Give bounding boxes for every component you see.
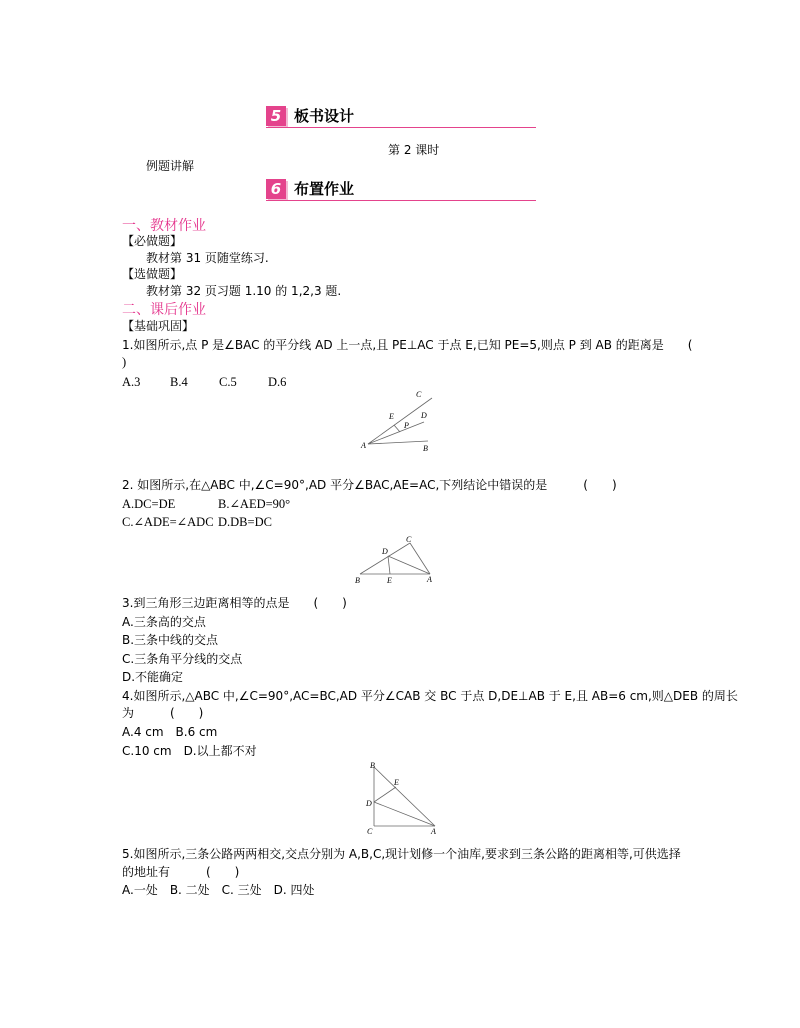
segment-de xyxy=(388,556,390,574)
question-5-text: 5.如图所示,三条公路两两相交,交点分别为 A,B,C,现计划修一个油库,要求到三条公路的距离相等,可供选择 xyxy=(122,847,681,861)
ray-ab xyxy=(368,441,428,444)
label-e: E xyxy=(389,412,394,421)
lesson-label: 第 2 课时 xyxy=(388,143,440,157)
optional-label: 【选做题】 xyxy=(122,267,183,281)
optional-text: 教材第 32 页习题 1.10 的 1,2,3 题. xyxy=(146,284,342,298)
section-title: 布置作业 xyxy=(294,180,355,198)
label-p: P xyxy=(404,421,409,430)
label-c: C xyxy=(406,535,412,544)
section-5-header xyxy=(266,106,536,128)
q3-option-b: B.三条中线的交点 xyxy=(122,633,219,647)
q2-option-d: D.DB=DC xyxy=(218,515,272,529)
ray-ad xyxy=(368,422,424,444)
q3-option-d: D.不能确定 xyxy=(122,670,184,684)
label-e: E xyxy=(387,576,392,585)
q4-options-ab: A.4 cm B.6 cm xyxy=(122,725,218,739)
q3-option-a: A.三条高的交点 xyxy=(122,615,206,629)
required-label: 【必做题】 xyxy=(122,234,183,248)
label-e: E xyxy=(394,778,399,787)
label-c: C xyxy=(367,827,373,836)
section-6-header xyxy=(266,179,536,201)
label-b: B xyxy=(355,576,360,585)
ray-ac xyxy=(368,398,432,444)
segment-pe xyxy=(394,425,400,432)
label-d: D xyxy=(421,411,427,420)
question-4-text-cont: 为 ( ) xyxy=(122,706,204,720)
q2-option-c: C.∠ADE=∠ADC xyxy=(122,515,214,529)
q4-figure xyxy=(360,760,446,841)
segment-ba xyxy=(374,767,435,826)
section-title: 板书设计 xyxy=(294,107,355,125)
segment-de xyxy=(374,787,396,802)
label-a: A xyxy=(427,575,432,584)
label-b: B xyxy=(423,444,428,453)
question-2-text: 2. 如图所示,在△ABC 中,∠C=90°,AD 平分∠BAC,AE=AC,下列结论中错误的是 ( ) xyxy=(122,478,617,492)
question-4-text: 4.如图所示,△ABC 中,∠C=90°,AC=BC,AD 平分∠CAB 交 BC 于点 D,DE⊥AB 于 E,且 AB=6 cm,则△DEB 的周长 xyxy=(122,689,738,703)
q2-option-a: A.DC=DE xyxy=(122,497,176,511)
q1-figure xyxy=(356,386,446,461)
q1-option-c: C.5 xyxy=(219,375,237,389)
segment-ad xyxy=(388,556,430,574)
q2-option-b: B.∠AED=90° xyxy=(218,497,291,511)
q1-option-a: A.3 xyxy=(122,375,141,389)
question-3-text: 3.到三角形三边距离相等的点是 ( ) xyxy=(122,596,347,610)
q4-options-cd: C.10 cm D.以上都不对 xyxy=(122,744,257,758)
segment-ad xyxy=(374,802,435,826)
question-1-text: 1.如图所示,点 P 是∠BAC 的平分线 AD 上一点,且 PE⊥AC 于点 E,已知 PE=5,则点 P 到 AB 的距离是 ( xyxy=(122,338,693,352)
q3-option-c: C.三条角平分线的交点 xyxy=(122,652,243,666)
label-a: A xyxy=(431,827,436,836)
label-d: D xyxy=(366,799,372,808)
label-c: C xyxy=(416,390,422,399)
section-underline xyxy=(266,200,536,201)
hw1-heading: 一、教材作业 xyxy=(122,218,206,234)
section-underline xyxy=(266,127,536,128)
required-text: 教材第 31 页随堂练习. xyxy=(146,251,269,265)
section-number-badge: 5 xyxy=(266,106,286,126)
basic-label: 【基础巩固】 xyxy=(122,319,195,333)
q5-options: A.一处 B. 二处 C. 三处 D. 四处 xyxy=(122,883,315,897)
q1-option-d: D.6 xyxy=(268,375,287,389)
hw2-heading: 二、课后作业 xyxy=(122,302,206,318)
label-d: D xyxy=(382,547,388,556)
question-5-text-cont: 的地址有 ( ) xyxy=(122,865,240,879)
label-a: A xyxy=(361,441,366,450)
section-number-badge: 6 xyxy=(266,179,286,199)
q2-figure xyxy=(350,533,440,594)
q1-option-b: B.4 xyxy=(170,375,188,389)
label-b: B xyxy=(370,761,375,770)
example-label: 例题讲解 xyxy=(146,159,195,173)
question-1-text-cont: ) xyxy=(122,355,127,369)
